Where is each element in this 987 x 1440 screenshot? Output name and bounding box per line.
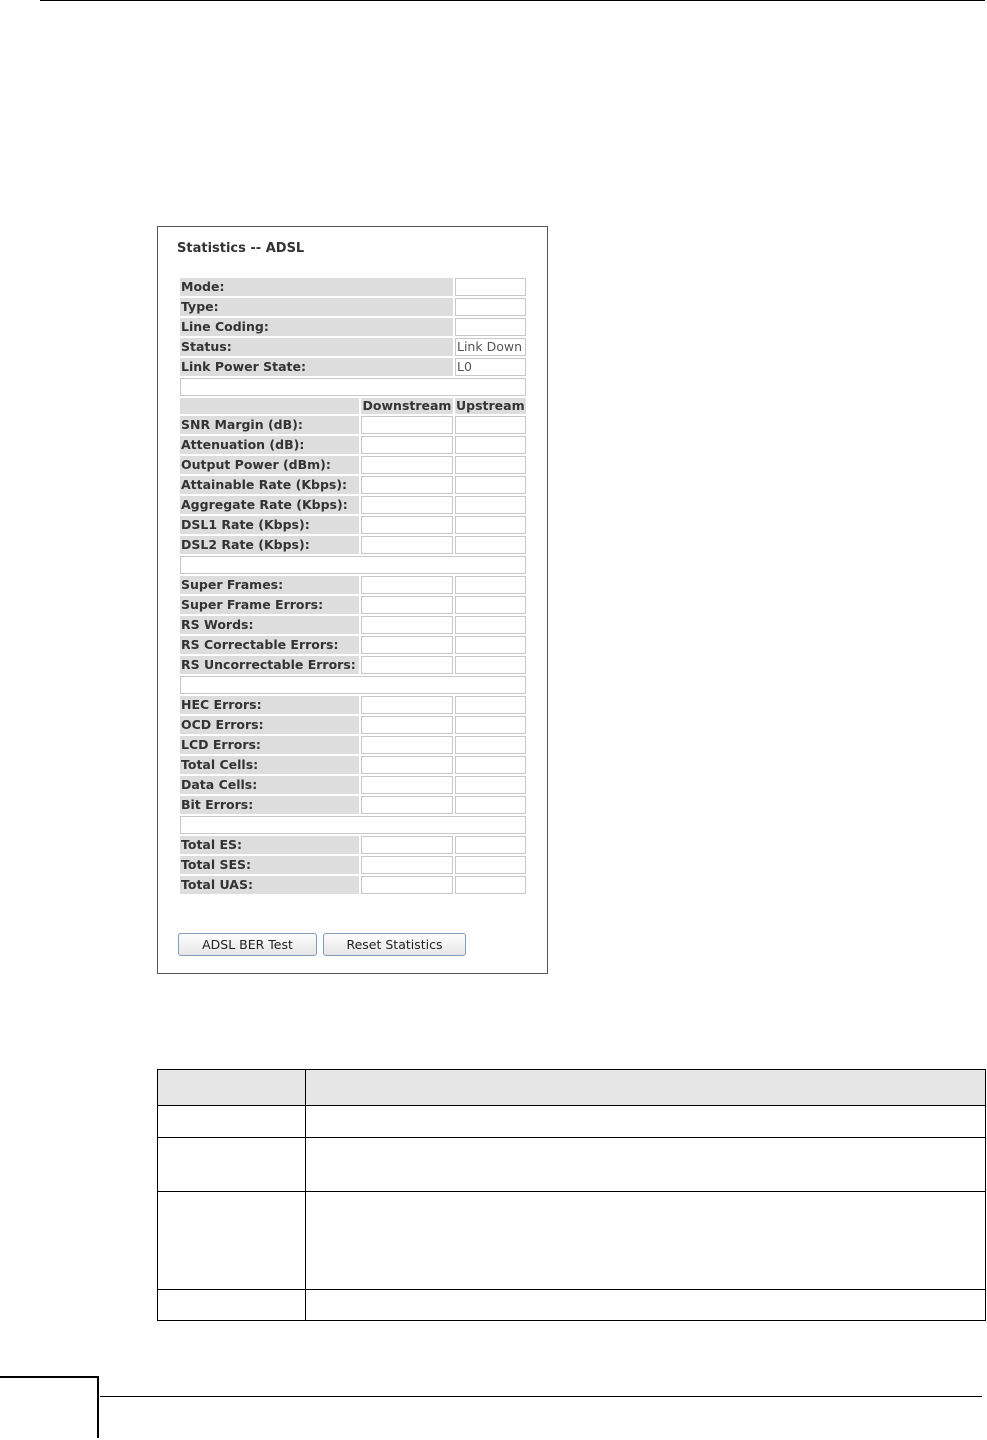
- header-rule: [40, 0, 985, 1]
- downstream-value: [361, 636, 453, 654]
- info-row: [180, 278, 526, 296]
- stat-row: [180, 696, 526, 714]
- stat-label: Super Frame Errors:: [180, 596, 359, 614]
- stat-label: HEC Errors:: [180, 696, 359, 714]
- stat-row: [180, 576, 526, 594]
- downstream-value: [361, 496, 453, 514]
- info-row: [180, 338, 526, 356]
- label-column-header: [158, 1070, 306, 1106]
- upstream-header: Upstream: [456, 398, 525, 413]
- stat-label: Total ES:: [180, 836, 359, 854]
- stat-label: Bit Errors:: [180, 796, 359, 814]
- downstream-value: [361, 456, 453, 474]
- upstream-value: [455, 516, 526, 534]
- adsl-ber-test-button[interactable]: ADSL BER Test: [178, 933, 317, 956]
- info-value: Link Down: [455, 338, 526, 356]
- info-label: Line Coding:: [180, 318, 453, 336]
- info-label: Status:: [180, 338, 453, 356]
- upstream-value: [455, 436, 526, 454]
- stat-label: DSL2 Rate (Kbps):: [180, 536, 359, 554]
- stat-row: [180, 416, 526, 434]
- downstream-value: [361, 696, 453, 714]
- footer-rule: [100, 1396, 982, 1397]
- downstream-value: [361, 416, 453, 434]
- stat-row: [180, 456, 526, 474]
- spacer-row: [180, 816, 526, 834]
- downstream-value: [361, 516, 453, 534]
- stat-label: SNR Margin (dB):: [180, 416, 359, 434]
- upstream-value: [455, 836, 526, 854]
- description-header-row: [158, 1070, 986, 1106]
- spacer-row: [180, 676, 526, 694]
- upstream-value: [455, 536, 526, 554]
- stat-row: [180, 876, 526, 894]
- stat-label: DSL1 Rate (Kbps):: [180, 516, 359, 534]
- description-table: [157, 1069, 986, 1321]
- spacer-row: [180, 556, 526, 574]
- upstream-value: [455, 496, 526, 514]
- info-row: [180, 358, 526, 376]
- upstream-value: [455, 756, 526, 774]
- column-header-row: [180, 398, 526, 414]
- stat-row: [180, 796, 526, 814]
- page-number-box: [0, 1376, 99, 1438]
- upstream-value: [455, 796, 526, 814]
- stat-label: Total UAS:: [180, 876, 359, 894]
- stat-row: [180, 716, 526, 734]
- info-value: L0: [455, 358, 526, 376]
- downstream-value: [361, 736, 453, 754]
- page-title: Statistics -- ADSL: [177, 241, 305, 256]
- stat-label: Super Frames:: [180, 576, 359, 594]
- upstream-value: [455, 636, 526, 654]
- downstream-value: [361, 536, 453, 554]
- stat-row: [180, 736, 526, 754]
- stat-row: [180, 616, 526, 634]
- upstream-value: [455, 716, 526, 734]
- blank-header: [180, 398, 359, 414]
- spacer-cell: [180, 378, 526, 396]
- stat-label: Data Cells:: [180, 776, 359, 794]
- downstream-value: [361, 716, 453, 734]
- downstream-value: [361, 656, 453, 674]
- upstream-value: [455, 696, 526, 714]
- statistics-table: [178, 276, 528, 896]
- upstream-value: [455, 856, 526, 874]
- description-row: [158, 1192, 986, 1290]
- downstream-header: Downstream: [362, 398, 452, 413]
- stat-row: [180, 636, 526, 654]
- stat-label: Aggregate Rate (Kbps):: [180, 496, 359, 514]
- upstream-value: [455, 596, 526, 614]
- spacer-cell: [180, 816, 526, 834]
- stat-row: [180, 656, 526, 674]
- upstream-value: [455, 456, 526, 474]
- downstream-value: [361, 796, 453, 814]
- info-value: [455, 318, 526, 336]
- downstream-value: [361, 876, 453, 894]
- stat-label: Total SES:: [180, 856, 359, 874]
- downstream-value: [361, 836, 453, 854]
- upstream-value: [455, 656, 526, 674]
- stat-label: LCD Errors:: [180, 736, 359, 754]
- info-value: [455, 298, 526, 316]
- description-row: [158, 1106, 986, 1138]
- stat-row: [180, 856, 526, 874]
- stat-row: [180, 476, 526, 494]
- stat-label: Output Power (dBm):: [180, 456, 359, 474]
- info-label: Mode:: [180, 278, 453, 296]
- info-label: Link Power State:: [180, 358, 453, 376]
- description-column-header: [306, 1070, 986, 1106]
- info-value: [455, 278, 526, 296]
- downstream-value: [361, 856, 453, 874]
- spacer-cell: [180, 676, 526, 694]
- stat-row: [180, 596, 526, 614]
- upstream-value: [455, 416, 526, 434]
- downstream-value: [361, 576, 453, 594]
- stat-row: [180, 436, 526, 454]
- downstream-value: [361, 616, 453, 634]
- spacer-cell: [180, 556, 526, 574]
- spacer-row: [180, 378, 526, 396]
- stat-row: [180, 496, 526, 514]
- downstream-value: [361, 756, 453, 774]
- upstream-value: [455, 616, 526, 634]
- stat-label: Attainable Rate (Kbps):: [180, 476, 359, 494]
- upstream-value: [455, 736, 526, 754]
- stat-label: RS Words:: [180, 616, 359, 634]
- description-row: [158, 1138, 986, 1192]
- stat-label: OCD Errors:: [180, 716, 359, 734]
- stat-label: RS Uncorrectable Errors:: [180, 656, 359, 674]
- info-row: [180, 318, 526, 336]
- stat-label: RS Correctable Errors:: [180, 636, 359, 654]
- adsl-statistics-screenshot: [157, 226, 548, 974]
- upstream-value: [455, 476, 526, 494]
- stat-row: [180, 516, 526, 534]
- upstream-value: [455, 776, 526, 794]
- stat-row: [180, 536, 526, 554]
- stat-row: [180, 836, 526, 854]
- stat-label: Total Cells:: [180, 756, 359, 774]
- stat-row: [180, 756, 526, 774]
- description-row: [158, 1290, 986, 1321]
- downstream-value: [361, 436, 453, 454]
- stat-row: [180, 776, 526, 794]
- upstream-value: [455, 576, 526, 594]
- downstream-value: [361, 596, 453, 614]
- downstream-value: [361, 476, 453, 494]
- upstream-value: [455, 876, 526, 894]
- info-row: [180, 298, 526, 316]
- reset-statistics-button[interactable]: Reset Statistics: [323, 933, 466, 956]
- info-label: Type:: [180, 298, 453, 316]
- downstream-value: [361, 776, 453, 794]
- stat-label: Attenuation (dB):: [180, 436, 359, 454]
